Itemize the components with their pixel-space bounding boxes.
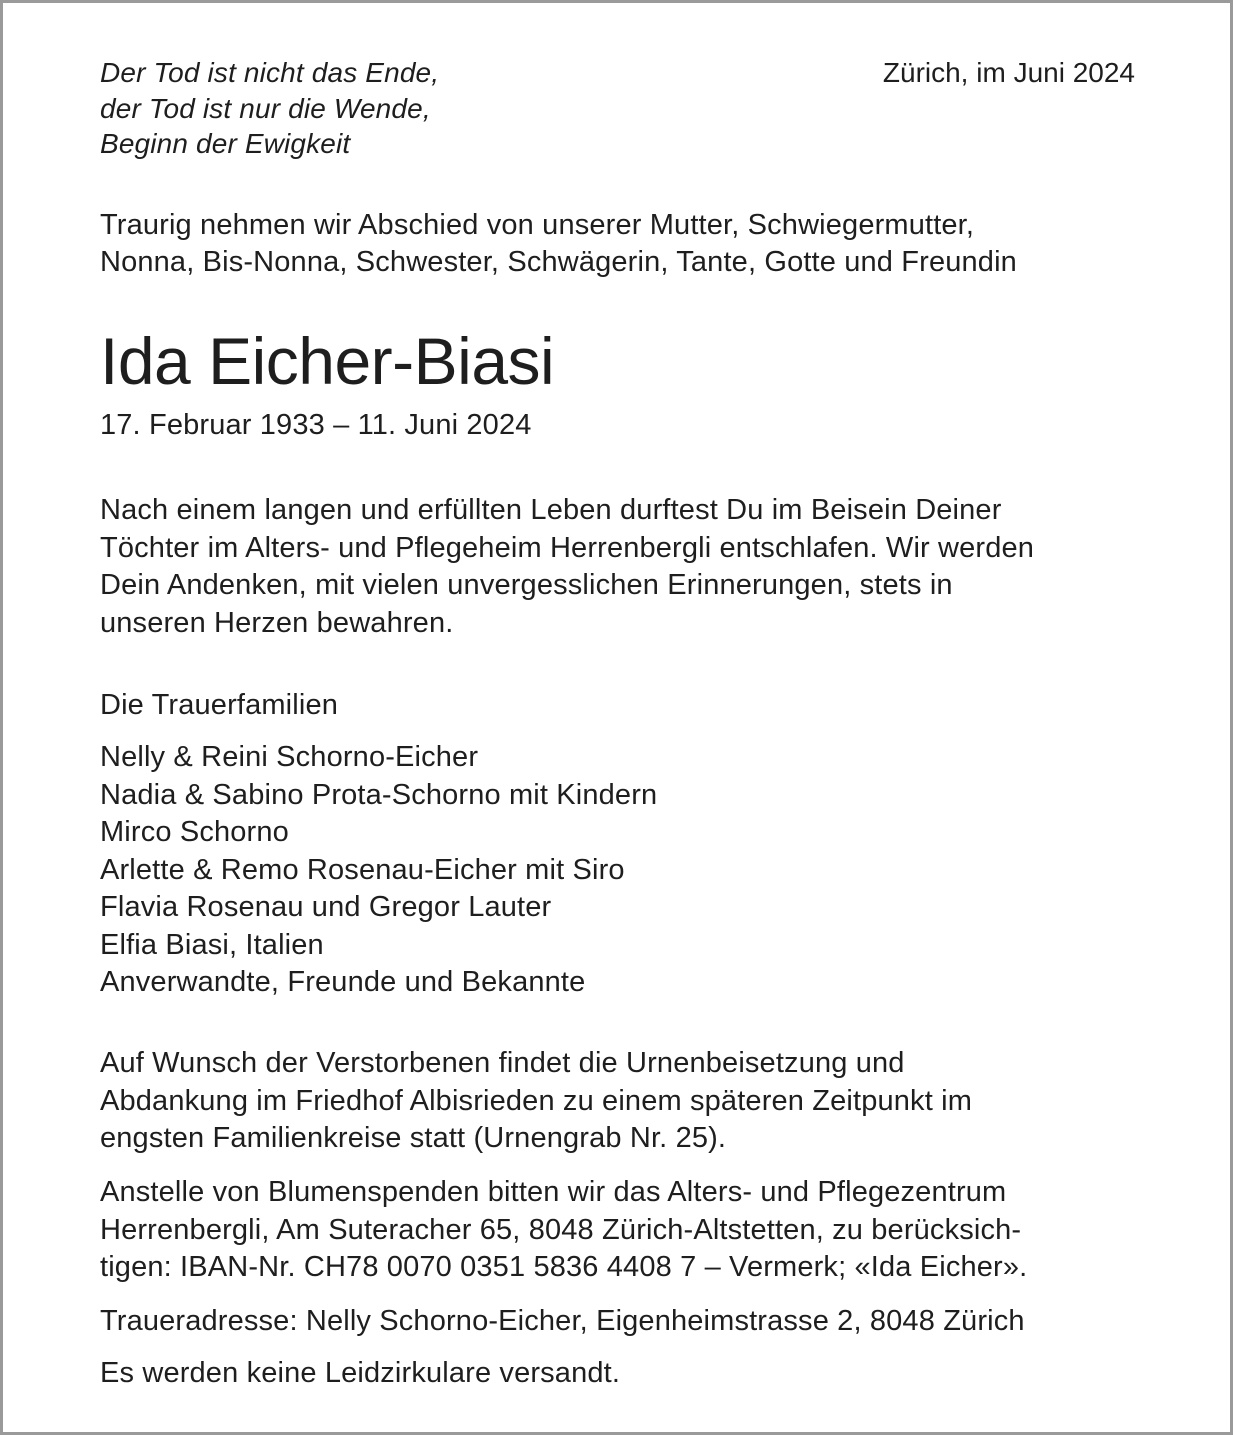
family-member: Nelly & Reini Schorno-Eicher bbox=[100, 741, 479, 773]
burial-line: Abdankung im Friedhof Albisrieden zu einem späteren Zeitpunkt im bbox=[100, 1084, 973, 1117]
main-text-line: Nach einem langen und erfüllten Leben durftest Du im Beisein Deiner bbox=[100, 494, 1002, 526]
poem-line: Der Tod ist nicht das Ende, bbox=[100, 57, 440, 88]
main-text-line: Dein Andenken, mit vielen unvergesslichen Erinnerungen, stets in bbox=[100, 569, 953, 602]
family-member: Nadia & Sabino Prota-Schorno mit Kindern bbox=[100, 778, 658, 811]
intro-line: Traurig nehmen wir Abschied von unserer Mutter, Schwiegermutter, bbox=[100, 209, 975, 241]
burial-line: engsten Familienkreise statt (Urnengrab Nr. 25). bbox=[100, 1122, 727, 1154]
poem-line: Beginn der Ewigkeit bbox=[100, 128, 351, 159]
families-heading: Die Trauerfamilien bbox=[100, 689, 339, 721]
burial-line: Auf Wunsch der Verstorbenen findet die Urnenbeisetzung und bbox=[100, 1047, 905, 1079]
place-date: Zürich, im Juni 2024 bbox=[882, 57, 1135, 88]
closing-note: Es werden keine Leidzirkulare versandt. bbox=[100, 1357, 621, 1389]
main-text-line: unseren Herzen bewahren. bbox=[100, 607, 454, 640]
family-member: Elfia Biasi, Italien bbox=[100, 928, 324, 961]
deceased-name: Ida Eicher-Biasi bbox=[100, 324, 555, 398]
family-member: Flavia Rosenau und Gregor Lauter bbox=[100, 891, 552, 923]
donation-line: tigen: IBAN-Nr. CH78 0070 0351 5836 4408 7 – Vermerk; «Ida Eicher». bbox=[100, 1251, 1028, 1283]
donation-line: Herrenbergli, Am Suteracher 65, 8048 Zürich-Altstetten, zu berücksich- bbox=[100, 1213, 1022, 1246]
poem bbox=[100, 55, 439, 162]
family-member: Anverwandte, Freunde und Bekannte bbox=[100, 966, 586, 998]
family-member: Arlette & Remo Rosenau-Eicher mit Siro bbox=[100, 853, 625, 886]
poem-line: der Tod ist nur die Wende, bbox=[100, 92, 431, 124]
donation-text bbox=[100, 1174, 1027, 1287]
intro-line: Nonna, Bis-Nonna, Schwester, Schwägerin, Tante, Gotte und Freundin bbox=[100, 246, 1017, 278]
donation-line: Anstelle von Blumenspenden bitten wir das Alters- und Pflegezentrum bbox=[100, 1176, 1007, 1208]
family-member: Mirco Schorno bbox=[100, 816, 289, 848]
intro-text bbox=[100, 207, 1017, 281]
main-text bbox=[100, 492, 1034, 643]
main-text-line: Töchter im Alters- und Pflegeheim Herrenbergli entschlafen. Wir werden bbox=[100, 531, 1035, 564]
life-dates: 17. Februar 1933 – 11. Juni 2024 bbox=[100, 409, 532, 441]
family-members-list bbox=[100, 739, 657, 1002]
mourning-address: Traueradresse: Nelly Schorno-Eicher, Eigenheimstrasse 2, 8048 Zürich bbox=[100, 1305, 1025, 1337]
burial-text bbox=[100, 1045, 972, 1158]
